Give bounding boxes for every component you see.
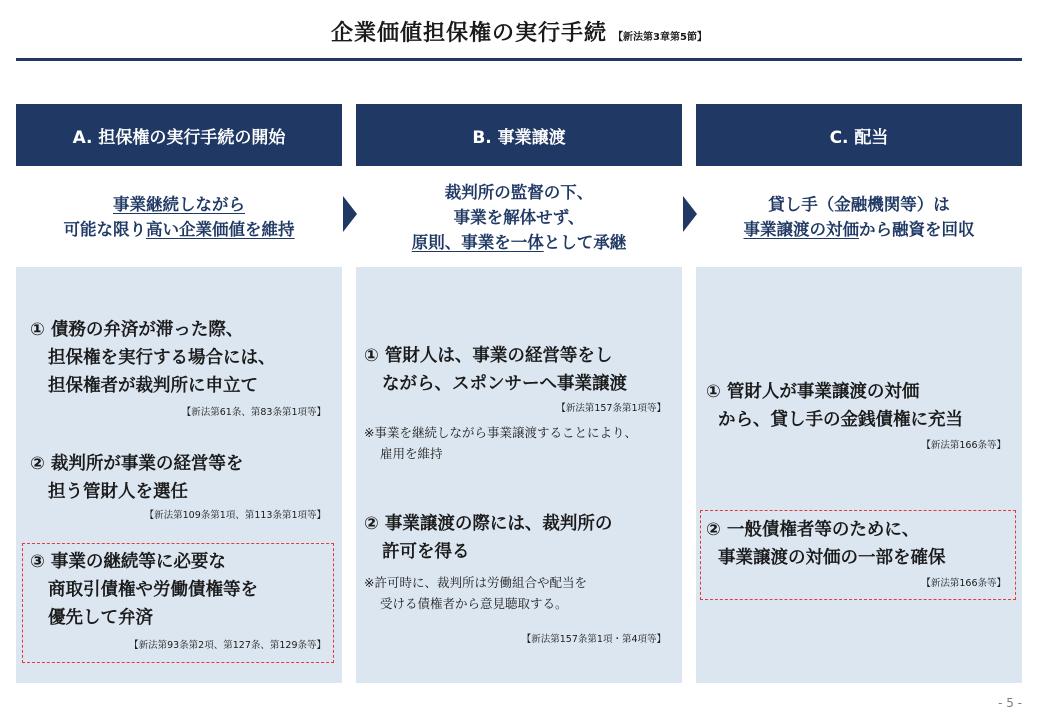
column-c-item-2: ② 一般債権者等のために、 事業譲渡の対価の一部を確保 <box>706 520 946 568</box>
column-a-header: A. 担保権の実行手続の開始 <box>16 104 342 166</box>
law-reference: 【新法第157条第1項・第4項等】 <box>521 634 666 645</box>
lead-line: 原則、事業を一体として承継 <box>411 232 627 252</box>
column-a-item-1: ① 債務の弁済が滞った際、 担保権を実行する場合には、 担保権者が裁判所に申立て <box>30 320 276 396</box>
title-law-reference: 【新法第3章第5節】 <box>613 32 707 43</box>
lead-line: 事業継続しながら <box>113 195 245 214</box>
title-area <box>0 16 1038 47</box>
column-c-lead <box>696 180 1022 254</box>
lead-line: 事業を解体せず、 <box>453 207 585 227</box>
lead-line: 事業譲渡の対価から融資を回収 <box>743 220 975 239</box>
title-divider <box>16 58 1022 61</box>
law-reference: 【新法第166条等】 <box>921 440 1006 451</box>
law-reference: 【新法第166条等】 <box>921 578 1006 589</box>
column-c-panel <box>696 267 1022 683</box>
column-a-item-2: ② 裁判所が事業の経営等を 担う管財人を選任 <box>30 454 244 502</box>
column-c-item-1: ① 管財人が事業譲渡の対価 から、貸し手の金銭債権に充当 <box>706 382 963 430</box>
law-reference: 【新法第93条第2項、第127条、第129条等】 <box>129 640 326 651</box>
law-reference: 【新法第109条第1項、第113条第1項等】 <box>144 510 326 521</box>
arrow-right-icon <box>343 196 357 232</box>
column-b-note-2: ※許可時に、裁判所は労働組合や配当を 受ける債権者から意見聴取する。 <box>364 575 587 611</box>
law-reference: 【新法第61条、第83条第1項等】 <box>181 407 326 418</box>
column-c-header: C. 配当 <box>696 104 1022 166</box>
column-b-lead <box>356 180 682 254</box>
page-number: - 5 - <box>998 696 1022 710</box>
column-b-item-2: ② 事業譲渡の際には、裁判所の 許可を得る <box>364 514 613 562</box>
column-b-item-1: ① 管財人は、事業の経営等をし ながら、スポンサーへ事業譲渡 <box>364 346 627 394</box>
lead-line: 貸し手（金融機関等）は <box>768 195 950 214</box>
column-b-panel <box>356 267 682 683</box>
column-a-item-3: ③ 事業の継続等に必要な 商取引債権や労働債権等を 優先して弁済 <box>30 552 258 628</box>
law-reference: 【新法第157条第1項等】 <box>556 403 666 414</box>
lead-line: 裁判所の監督の下、 <box>444 182 594 202</box>
arrow-right-icon <box>683 196 697 232</box>
column-b-note-1: ※事業を継続しながら事業譲渡することにより、 雇用を維持 <box>364 425 637 461</box>
column-a-lead <box>16 180 342 254</box>
page-title: 企業価値担保権の実行手続 <box>331 21 608 46</box>
column-b-header: B. 事業譲渡 <box>356 104 682 166</box>
lead-line: 可能な限り高い企業価値を維持 <box>63 220 295 239</box>
